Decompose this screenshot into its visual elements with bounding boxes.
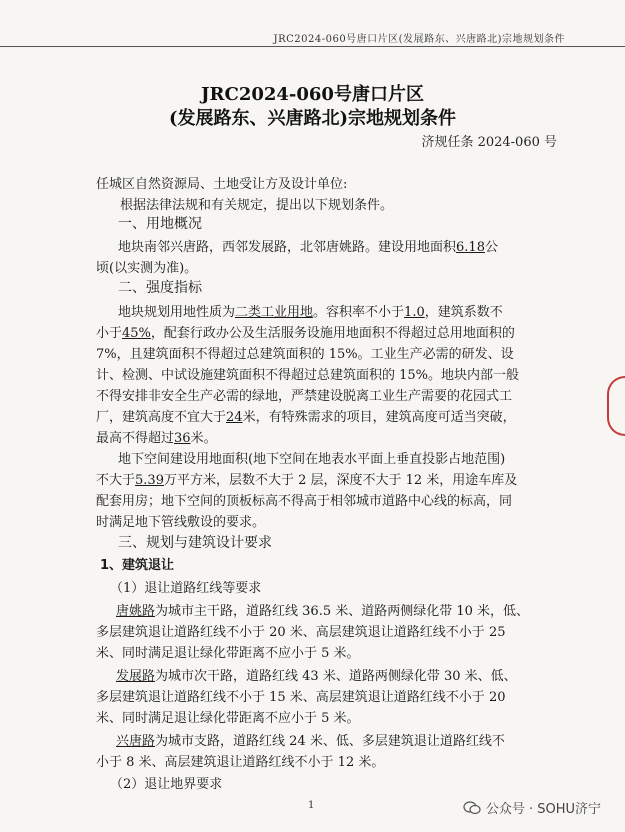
road1-line3: 米、同时满足退让绿化带距离不应小于 5 米。 (96, 646, 360, 661)
watermark (463, 798, 601, 817)
section2-line6: 厂，建筑高度不宜大于24米，有特殊需求的项目，建筑高度可适当突破， (96, 410, 516, 425)
road1-name: 唐姚路 (116, 604, 156, 619)
road1-line2: 多层建筑退让道路红线不小于 20 米、高层建筑退让道路红线不小于 25 (96, 625, 506, 640)
road2-line3: 米、同时满足退让绿化带距离不应小于 5 米。 (96, 711, 360, 726)
item2-heading: （2）退让地界要求 (110, 777, 223, 792)
document-title-line2: (发展路东、兴唐路北)宗地规划条件 (168, 108, 457, 129)
document-number: 济规任条 2024-060 号 (421, 135, 557, 150)
land-use-value: 二类工业用地 (235, 305, 314, 320)
coverage-value: 45% (122, 326, 151, 341)
item1-heading: （1）退让道路红线等要求 (110, 581, 262, 596)
header-rule (0, 46, 625, 47)
road2-line2: 多层建筑退让道路红线不小于 15 米、高层建筑退让道路红线不小于 20 (96, 690, 506, 705)
wechat-icon (463, 801, 481, 815)
height-limit-value: 24 (226, 410, 243, 425)
underground-line2: 不大于5.39万平方米，层数不大于 2 层，深度不大于 12 米，用途车库及 (96, 473, 518, 488)
underground-line4: 时满足地下管线敷设的要求。 (96, 515, 266, 530)
section2-line7: 最高不得超过36米。 (96, 431, 217, 446)
section1-line1: 地块南邻兴唐路，西邻发展路，北邻唐姚路。建设用地面积6.18公 (118, 240, 498, 255)
section2-line5: 不得安排非安全生产必需的绿地，严禁建设脱离工业生产需要的花园式工 (96, 389, 513, 404)
document-title-line1: JRC2024-060号唐口片区 (201, 84, 424, 105)
far-value: 1.0 (404, 305, 425, 320)
watermark-text: 公众号 · SOHU济宁 (485, 802, 601, 817)
site-area-value: 6.18 (456, 240, 485, 255)
section2-line3: 7%，且建筑面积不得超过总建筑面积的 15%。工业生产必需的研发、设 (96, 347, 514, 362)
max-height-value: 36 (174, 431, 191, 446)
section2-line1: 地块规划用地性质为二类工业用地。容积率不小于1.0，建筑系数不 (118, 305, 503, 320)
road3-line1: 兴唐路为城市支路，道路红线 24 米、低、多层建筑退让道路红线不 (116, 734, 505, 749)
section2-line2: 小于45%，配套行政办公及生活服务设施用地面积不得超过总用地面积的 (96, 326, 515, 341)
underground-area-value: 5.39 (135, 473, 164, 488)
intro-paragraph: 根据法律法规和有关规定，提出以下规划条件。 (120, 198, 394, 213)
road2-name: 发展路 (116, 669, 156, 684)
section1-line2: 顷(以实测为准)。 (96, 261, 198, 276)
section2-line4: 计、检测、中试设施建筑面积不得超过总建筑面积的 15%。地块内部一般 (96, 368, 520, 383)
recipient-line: 任城区自然资源局、土地受让方及设计单位: (96, 177, 348, 192)
section1-heading: 一、用地概况 (118, 216, 202, 232)
road1-line1: 唐姚路为城市主干路，道路红线 36.5 米、道路两侧绿化带 10 米，低、 (116, 604, 530, 619)
road3-line2: 小于 8 米、高层建筑退让道路红线不小于 12 米。 (96, 755, 385, 770)
road2-line1: 发展路为城市次干路，道路红线 43 米、道路两侧绿化带 30 米、低、 (116, 669, 517, 684)
underground-line1: 地下空间建设用地面积(地下空间在地表水平面上垂直投影占地范围) (118, 452, 506, 467)
page-number: 1 (308, 800, 315, 811)
running-header: JRC2024-060号唐口片区(发展路东、兴唐路北)宗地规划条件 (273, 34, 565, 45)
section3-heading: 三、规划与建筑设计要求 (118, 535, 272, 551)
underground-line3: 配套用房；地下空间的顶板标高不得高于相邻城市道路中心线的标高，同 (96, 494, 513, 509)
subsection-building-setback: 1、建筑退让 (100, 558, 175, 573)
road3-name: 兴唐路 (116, 734, 156, 749)
section2-heading: 二、强度指标 (118, 280, 202, 296)
red-seal-edge (607, 376, 625, 436)
